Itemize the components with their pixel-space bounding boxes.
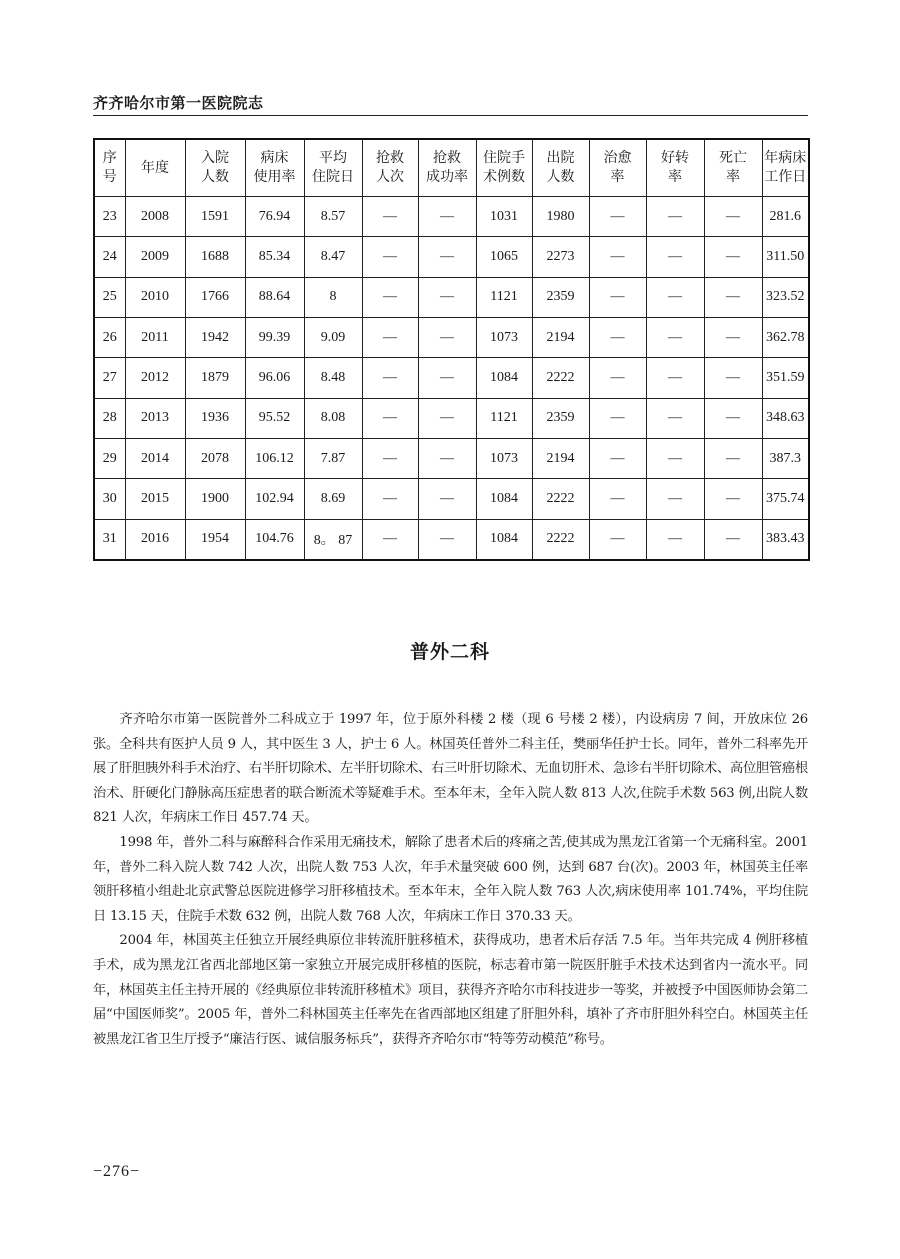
table-cell: 323.52 bbox=[762, 277, 809, 317]
table-cell: 1084 bbox=[476, 358, 532, 398]
section-title: 普外二科 bbox=[409, 641, 490, 663]
table-cell: — bbox=[362, 277, 418, 317]
table-row bbox=[94, 479, 809, 519]
table-cell: 2013 bbox=[125, 398, 185, 438]
column-header: 序 号 bbox=[94, 139, 125, 197]
table-header-row bbox=[94, 139, 809, 197]
column-header: 抢救 成功率 bbox=[418, 139, 476, 197]
table-cell: 2222 bbox=[532, 479, 589, 519]
table-cell: — bbox=[704, 277, 762, 317]
table-cell: 85.34 bbox=[245, 237, 304, 277]
page-number: −276− bbox=[93, 1163, 141, 1180]
table-cell: 2194 bbox=[532, 317, 589, 357]
table-cell: — bbox=[646, 197, 704, 237]
table-cell: 2194 bbox=[532, 438, 589, 478]
table-cell: 8.69 bbox=[304, 479, 362, 519]
table-cell: — bbox=[362, 519, 418, 560]
table-row bbox=[94, 398, 809, 438]
table-cell: — bbox=[418, 519, 476, 560]
table-cell: 1879 bbox=[185, 358, 245, 398]
column-header: 出院 人数 bbox=[532, 139, 589, 197]
table-cell: 1121 bbox=[476, 277, 532, 317]
table-cell: 1031 bbox=[476, 197, 532, 237]
table-cell: 99.39 bbox=[245, 317, 304, 357]
table-cell: 2009 bbox=[125, 237, 185, 277]
table-cell: 7.87 bbox=[304, 438, 362, 478]
table-cell: 1942 bbox=[185, 317, 245, 357]
table-cell: — bbox=[589, 479, 646, 519]
column-header: 死亡 率 bbox=[704, 139, 762, 197]
table-cell: — bbox=[589, 197, 646, 237]
table-cell: 8 bbox=[304, 277, 362, 317]
table-cell: — bbox=[646, 317, 704, 357]
table-cell: 25 bbox=[94, 277, 125, 317]
table-body bbox=[94, 197, 809, 561]
table-cell: 26 bbox=[94, 317, 125, 357]
table-cell: 2015 bbox=[125, 479, 185, 519]
table-cell: 9.09 bbox=[304, 317, 362, 357]
table-cell: — bbox=[646, 519, 704, 560]
table-cell: 387.3 bbox=[762, 438, 809, 478]
table-cell: 1073 bbox=[476, 438, 532, 478]
table-cell: 1954 bbox=[185, 519, 245, 560]
table-cell: 2008 bbox=[125, 197, 185, 237]
table-cell: 2010 bbox=[125, 277, 185, 317]
table-cell: — bbox=[704, 519, 762, 560]
table-cell: 311.50 bbox=[762, 237, 809, 277]
table-cell: 362.78 bbox=[762, 317, 809, 357]
table-cell: — bbox=[362, 197, 418, 237]
table-cell: 95.52 bbox=[245, 398, 304, 438]
table-cell: 24 bbox=[94, 237, 125, 277]
table-cell: 348.63 bbox=[762, 398, 809, 438]
table-cell: — bbox=[589, 519, 646, 560]
table-cell: 1980 bbox=[532, 197, 589, 237]
table-cell: 76.94 bbox=[245, 197, 304, 237]
table-cell: — bbox=[646, 237, 704, 277]
table-cell: — bbox=[589, 237, 646, 277]
table-cell: 8.47 bbox=[304, 237, 362, 277]
table-cell: 2359 bbox=[532, 277, 589, 317]
column-header: 年度 bbox=[125, 139, 185, 197]
table-cell: — bbox=[589, 358, 646, 398]
table-cell: 29 bbox=[94, 438, 125, 478]
table-cell: 1121 bbox=[476, 398, 532, 438]
table-cell: — bbox=[418, 358, 476, 398]
table-cell: 281.6 bbox=[762, 197, 809, 237]
table-cell: — bbox=[589, 398, 646, 438]
column-header: 入院 人数 bbox=[185, 139, 245, 197]
table-cell: 88.64 bbox=[245, 277, 304, 317]
table-cell: 2011 bbox=[125, 317, 185, 357]
table-cell: — bbox=[418, 438, 476, 478]
column-header: 病床 使用率 bbox=[245, 139, 304, 197]
table-cell: — bbox=[362, 317, 418, 357]
table-cell: 1900 bbox=[185, 479, 245, 519]
table-cell: — bbox=[418, 237, 476, 277]
table-cell: — bbox=[589, 438, 646, 478]
table-cell: 30 bbox=[94, 479, 125, 519]
table-cell: 1065 bbox=[476, 237, 532, 277]
table-row bbox=[94, 317, 809, 357]
table-cell: 1084 bbox=[476, 519, 532, 560]
table-cell: — bbox=[646, 479, 704, 519]
table-cell: 2078 bbox=[185, 438, 245, 478]
table-cell: — bbox=[646, 358, 704, 398]
table-cell: — bbox=[362, 398, 418, 438]
table-cell: 8。 87 bbox=[304, 519, 362, 560]
table-cell: — bbox=[418, 479, 476, 519]
paragraph: 1998 年，普外二科与麻醉科合作采用无痛技术，解除了患者术后的疼痛之苦,使其成为黑龙江省第一个无痛科室。2001 年，普外二科入院人数 742 人次，出院人数 753 人次，年手术量突破 600 例，达到 687 台(次)。2003 年，林国英主任率领肝移植小组赴北京武警总医院进修学习肝移植技术。至本年末，全年入院人数 763 人次,病床使用率 101.74%，平均住院日 13.15 天，住院手术数 632 例，出院人数 768 人次，年病床工作日 370.33 天。 bbox=[93, 834, 808, 924]
table-cell: 351.59 bbox=[762, 358, 809, 398]
table-cell: 96.06 bbox=[245, 358, 304, 398]
table-cell: 104.76 bbox=[245, 519, 304, 560]
table-cell: — bbox=[704, 438, 762, 478]
column-header: 住院手 术例数 bbox=[476, 139, 532, 197]
table-cell: 1688 bbox=[185, 237, 245, 277]
table-cell: 1766 bbox=[185, 277, 245, 317]
table-cell: — bbox=[362, 237, 418, 277]
table-cell: — bbox=[362, 479, 418, 519]
table-cell: — bbox=[646, 438, 704, 478]
table-cell: 28 bbox=[94, 398, 125, 438]
table-cell: 2012 bbox=[125, 358, 185, 398]
table-cell: — bbox=[704, 237, 762, 277]
paragraph: 齐齐哈尔市第一医院普外二科成立于 1997 年，位于原外科楼 2 楼（现 6 号楼 2 楼），内设病房 7 间，开放床位 26 张。全科共有医护人员 9 人，其中医生 3 人，护士 6 人。林国英任普外二科主任，樊丽华任护士长。同年，普外二科率先开展了肝胆胰外科手术治疗、右半肝切除术、左半肝切除术、右三叶肝切除术、无血切肝术、急诊右半肝切除术、高位胆管癌根治术、肝硬化门静脉高压症患者的联合断流术等疑难手术。至本年末，全年入院人数 813 人次,住院手术数 563 例,出院人数 821 人次，年病床工作日 457.74 天。 bbox=[93, 712, 808, 826]
table-cell: 375.74 bbox=[762, 479, 809, 519]
table-row bbox=[94, 197, 809, 237]
table-row bbox=[94, 277, 809, 317]
table-cell: — bbox=[418, 317, 476, 357]
table-cell: 2359 bbox=[532, 398, 589, 438]
table-cell: 23 bbox=[94, 197, 125, 237]
table-cell: — bbox=[646, 277, 704, 317]
table-cell: 8.57 bbox=[304, 197, 362, 237]
table-cell: 31 bbox=[94, 519, 125, 560]
table-row bbox=[94, 358, 809, 398]
column-header: 治愈 率 bbox=[589, 139, 646, 197]
table-row bbox=[94, 438, 809, 478]
table-cell: — bbox=[704, 197, 762, 237]
table-cell: 27 bbox=[94, 358, 125, 398]
table-cell: — bbox=[646, 398, 704, 438]
table-cell: — bbox=[704, 398, 762, 438]
table-cell: — bbox=[418, 277, 476, 317]
table-cell: 2222 bbox=[532, 519, 589, 560]
table-cell: — bbox=[704, 317, 762, 357]
column-header: 平均 住院日 bbox=[304, 139, 362, 197]
column-header: 年病床 工作日 bbox=[762, 139, 809, 197]
table-cell: — bbox=[418, 197, 476, 237]
body-text bbox=[93, 708, 808, 1052]
paragraph: 2004 年，林国英主任独立开展经典原位非转流肝脏移植术，获得成功，患者术后存活 7.5 年。当年共完成 4 例肝移植手术，成为黑龙江省西北部地区第一家独立开展完成肝移植的医院，标志着市第一院医肝脏手术技术达到省内一流水平。同年，林国英主任主持开展的《经典原位非转流肝移植术》项目，获得齐齐哈尔市科技进步一等奖，并被授予中国医师协会第二届“中国医师奖”。2005 年，普外二科林国英主任率先在省西部地区组建了肝胆外科，填补了齐市肝胆外科空白。林国英主任被黑龙江省卫生厅授予“廉洁行医、诚信服务标兵”，获得齐齐哈尔市“特等劳动模范”称号。 bbox=[93, 933, 808, 1047]
table-cell: 8.08 bbox=[304, 398, 362, 438]
table-row bbox=[94, 519, 809, 560]
running-head-title: 齐齐哈尔市第一医院院志 bbox=[93, 94, 264, 112]
table-cell: 2273 bbox=[532, 237, 589, 277]
table-cell: 1084 bbox=[476, 479, 532, 519]
table-cell: 8.48 bbox=[304, 358, 362, 398]
table-cell: — bbox=[704, 358, 762, 398]
column-header: 好转 率 bbox=[646, 139, 704, 197]
table-cell: 383.43 bbox=[762, 519, 809, 560]
table-cell: — bbox=[362, 438, 418, 478]
table-cell: 2016 bbox=[125, 519, 185, 560]
table-row bbox=[94, 237, 809, 277]
table-cell: 2222 bbox=[532, 358, 589, 398]
table-cell: 106.12 bbox=[245, 438, 304, 478]
table-cell: — bbox=[362, 358, 418, 398]
table-cell: 1591 bbox=[185, 197, 245, 237]
table-cell: 102.94 bbox=[245, 479, 304, 519]
header-rule bbox=[93, 115, 808, 116]
table-cell: 1936 bbox=[185, 398, 245, 438]
column-header: 抢救 人次 bbox=[362, 139, 418, 197]
table-cell: — bbox=[704, 479, 762, 519]
table-cell: — bbox=[418, 398, 476, 438]
table-cell: 2014 bbox=[125, 438, 185, 478]
statistics-table bbox=[93, 138, 810, 561]
table-cell: — bbox=[589, 277, 646, 317]
table-cell: — bbox=[589, 317, 646, 357]
table-cell: 1073 bbox=[476, 317, 532, 357]
